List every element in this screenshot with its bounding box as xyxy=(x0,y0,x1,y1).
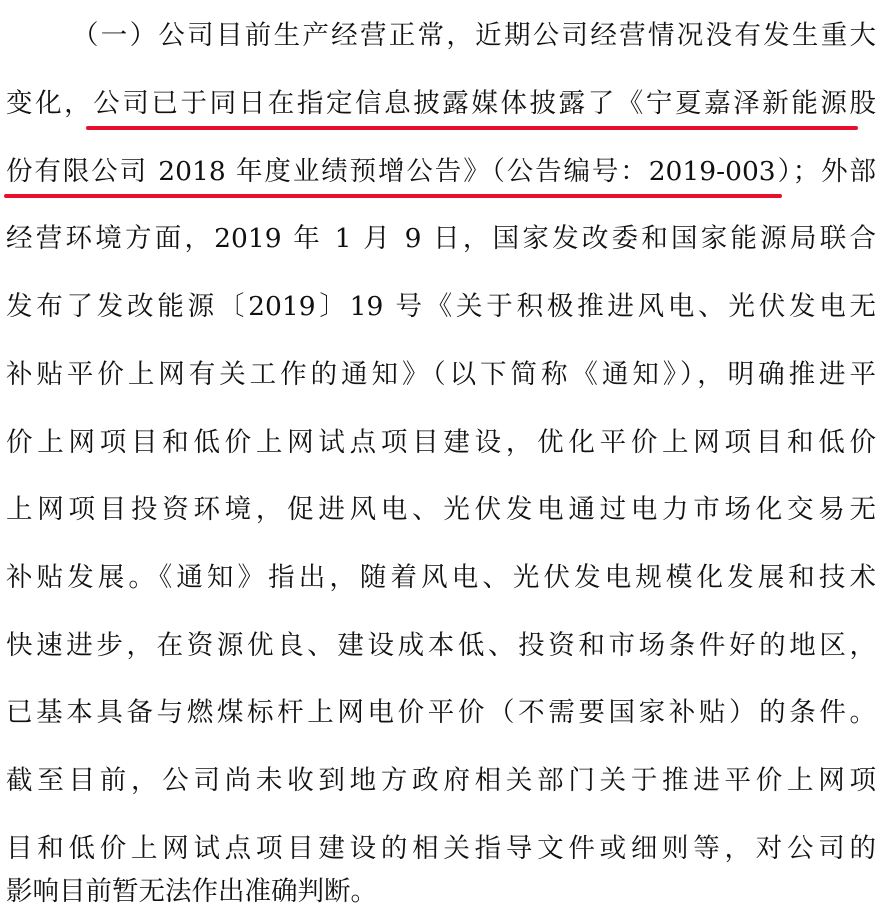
paragraph-line-7: 价上网项目和低价上网试点项目建设，优化平价上网项目和低价 xyxy=(6,427,876,458)
paragraph-line-5: 发布了发改能源〔2019〕19 号《关于积极推进风电、光伏发电无 xyxy=(6,291,876,322)
paragraph-line-6: 补贴平价上网有关工作的通知》（以下简称《通知》），明确推进平 xyxy=(6,359,876,390)
red-underline-2 xyxy=(4,194,782,198)
red-underline-1 xyxy=(86,126,858,130)
paragraph-line-13: 目和低价上网试点项目建设的相关指导文件或细则等，对公司的 xyxy=(6,833,876,864)
paragraph-line-9: 补贴发展。《通知》指出，随着风电、光伏发电规模化发展和技术 xyxy=(6,562,876,593)
paragraph-line-8: 上网项目投资环境，促进风电、光伏发电通过电力市场化交易无 xyxy=(6,494,876,525)
paragraph-line-14: 影响目前暂无法作出准确判断。 xyxy=(6,876,377,907)
paragraph-line-12: 截至目前，公司尚未收到地方政府相关部门关于推进平价上网项 xyxy=(6,765,876,796)
paragraph-line-4: 经营环境方面，2019 年 1 月 9 日，国家发改委和国家能源局联合 xyxy=(6,223,876,254)
paragraph-line-10: 快速进步，在资源优良、建设成本低、投资和市场条件好的地区， xyxy=(6,630,876,661)
paragraph-line-2: 变化，公司已于同日在指定信息披露媒体披露了《宁夏嘉泽新能源股 xyxy=(6,88,876,119)
paragraph-line-3: 份有限公司 2018 年度业绩预增公告》（公告编号：2019-003）；外部 xyxy=(6,156,876,187)
paragraph-line-11: 已基本具备与燃煤标杆上网电价平价（不需要国家补贴）的条件。 xyxy=(6,697,876,728)
paragraph-line-1: （一）公司目前生产经营正常，近期公司经营情况没有发生重大 xyxy=(72,20,876,51)
